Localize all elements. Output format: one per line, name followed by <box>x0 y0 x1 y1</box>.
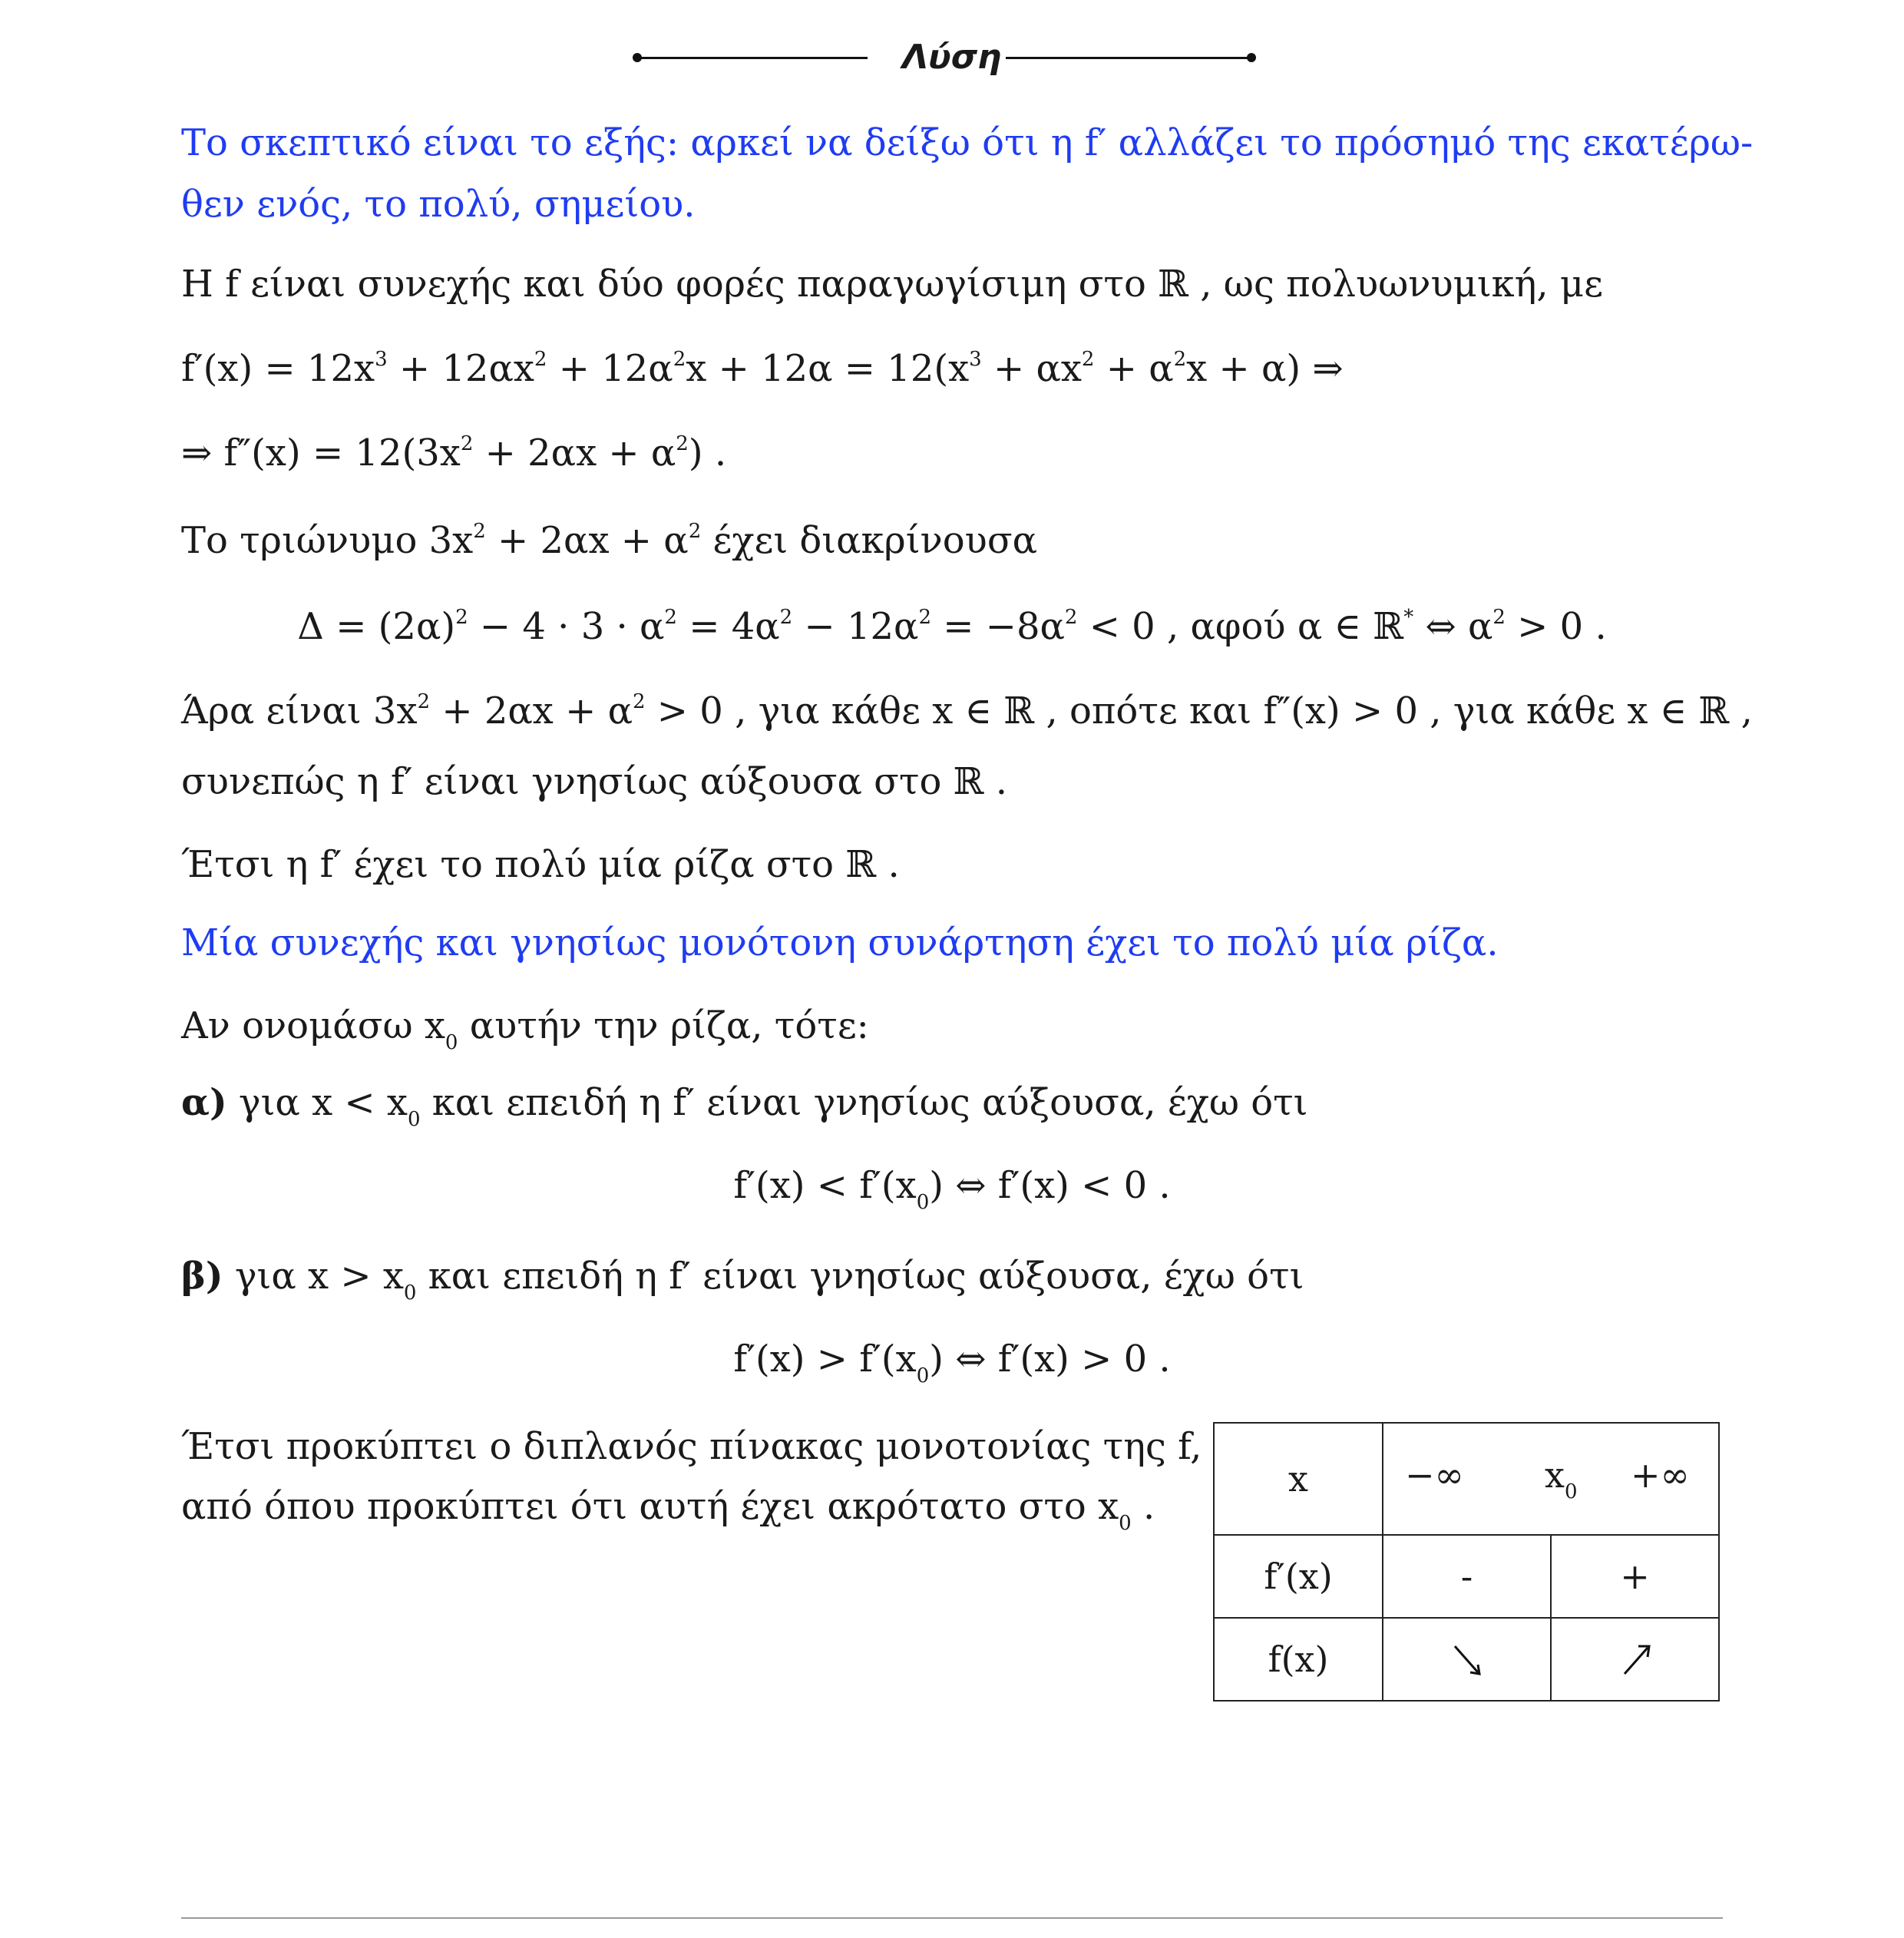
footer-rule <box>181 1917 1723 1919</box>
plus-infinity: +∞ <box>1631 1454 1690 1496</box>
table-header-function: f(x) <box>1214 1618 1383 1701</box>
header-title: Λύση <box>902 38 1002 77</box>
function-monotonicity-left <box>1383 1618 1551 1701</box>
case-b-statement: β) για $x > x_0$ και επειδή η f′ είναι γνησίως αύξουσα, έχω ότι <box>181 1255 1304 1305</box>
table-header-derivative: f′(x) <box>1214 1535 1383 1618</box>
monotonicity-table <box>1213 1422 1720 1702</box>
increasing-arrow-icon <box>1612 1637 1658 1683</box>
table-row-function <box>1214 1618 1719 1701</box>
increasing-statement: συνεπώς η f′ είναι γνησίως αύξουσα στο ℝ . <box>181 760 1008 803</box>
header-rule-right <box>1006 57 1251 59</box>
case-b-equation: $f'(x) > f'(x_0)$ ⇔ f′(x) > 0 . <box>733 1338 1171 1387</box>
x0-value: $x_0$ <box>1545 1454 1578 1503</box>
header-dot-right <box>1247 53 1256 62</box>
derivative-equation: $f'(x) = 12x^3 + 12\alpha x^2 + 12\alpha^2x + 12\alpha = 12(x^3 + \alpha x^2 + \alpha^2x + \alpha)$ ⇒ <box>181 347 1344 390</box>
root-naming-statement: Αν ονομάσω $x_0$ αυτήν την ρίζα, τότε: <box>181 1004 869 1054</box>
table-intro-line-2: από όπου προκύπτει ότι αυτή έχει ακρότατο στο $x_0$ . <box>181 1485 1155 1535</box>
table-intro-line-1: Έτσι προκύπτει ο διπλανός πίνακας μονοτονίας της f, <box>181 1425 1202 1468</box>
second-derivative-equation: ⇒ $f''(x) = 12(3x^2 + 2\alpha x + \alpha^2)$ . <box>181 432 727 475</box>
table-row-x <box>1214 1423 1719 1535</box>
header-rule-left <box>637 57 868 59</box>
monotone-note: Μία συνεχής και γνησίως μονότονη συνάρτηση έχει το πολύ μία ρίζα. <box>181 921 1499 964</box>
table-x-values <box>1383 1423 1719 1535</box>
minus-infinity: −∞ <box>1405 1454 1464 1496</box>
intro-line-2: θεν ενός, το πολύ, σημείου. <box>181 183 696 226</box>
case-b-label: β) <box>181 1255 223 1298</box>
function-monotonicity-right <box>1551 1618 1719 1701</box>
table-row-derivative <box>1214 1535 1719 1618</box>
table-header-x: x <box>1214 1423 1383 1535</box>
positivity-statement: Άρα είναι $3x^2 + 2\alpha x + \alpha^2 > 0$ , για κάθε x ∈ ℝ , οπότε και f″(x) > 0 , για κάθε x ∈ ℝ , <box>181 690 1753 733</box>
case-a-statement: α) για $x < x_0$ και επειδή η f′ είναι γνησίως αύξουσα, έχω ότι <box>181 1081 1308 1131</box>
root-count-statement: Έτσι η f′ έχει το πολύ μία ρίζα στο ℝ . <box>181 843 900 886</box>
derivative-sign-left: - <box>1383 1535 1551 1618</box>
discriminant-equation: $\Delta = (2\alpha)^2 - 4 \cdot 3 \cdot \alpha^2 = 4\alpha^2 - 12\alpha^2 = -8\alpha^2 < 0$ , αφού α ∈ ℝ* ⇔ $\alpha^2 > 0$ . <box>297 605 1607 648</box>
intro-line-1: Το σκεπτικό είναι το εξής: αρκεί να δείξω ότι η f′ αλλάζει το πρόσημό της εκατέρω- <box>181 121 1754 164</box>
decreasing-arrow-icon <box>1444 1637 1490 1683</box>
header <box>0 31 1904 84</box>
continuity-statement: Η f είναι συνεχής και δύο φορές παραγωγίσιμη στο ℝ , ως πολυωνυμική, με <box>181 263 1603 306</box>
trinomial-statement: Το τριώνυμο $3x^2 + 2\alpha x + \alpha^2$ έχει διακρίνουσα <box>181 519 1037 562</box>
derivative-sign-right: + <box>1551 1535 1719 1618</box>
case-a-label: α) <box>181 1081 227 1124</box>
case-a-equation: $f'(x) < f'(x_0)$ ⇔ f′(x) < 0 . <box>733 1164 1171 1214</box>
